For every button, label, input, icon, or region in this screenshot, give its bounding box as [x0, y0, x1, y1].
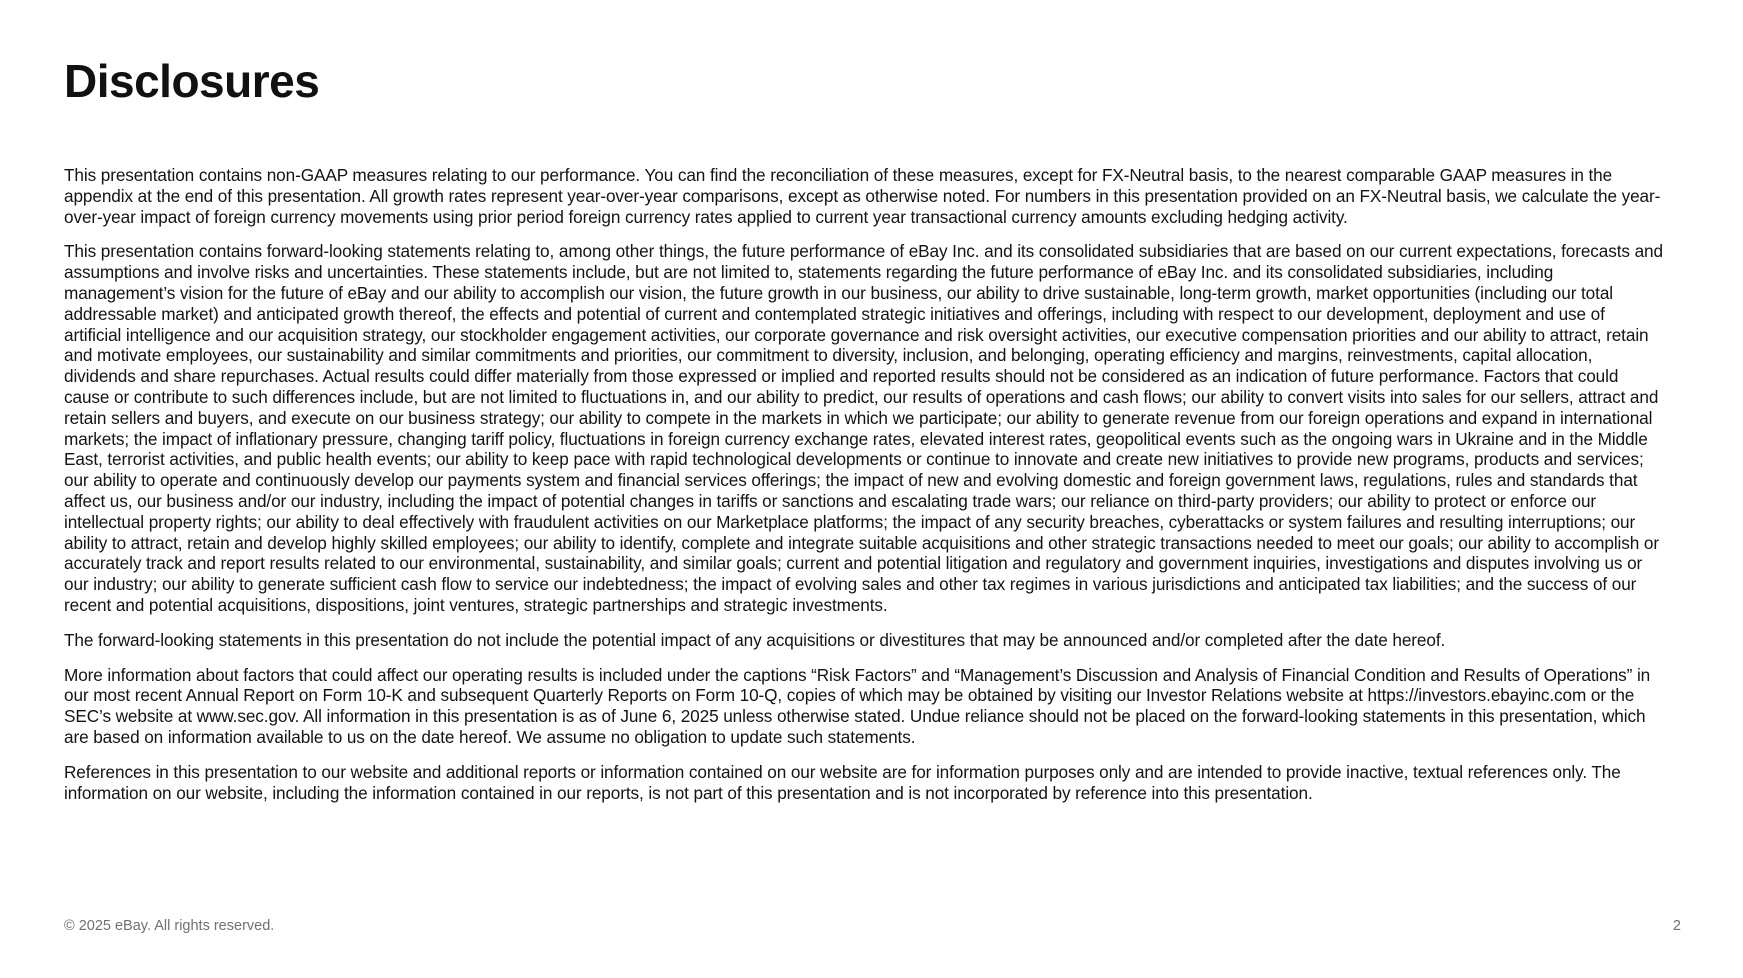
page-title: Disclosures — [64, 55, 320, 107]
copyright-notice: © 2025 eBay. All rights reserved. — [64, 918, 275, 934]
paragraph-forward-looking: This presentation contains forward-looking statements relating to, among other things, the future performance of eBay Inc. and its consolidated subsidiaries that are based on our current expectations, forecasts and assumptions and involve risks and uncertainties. These statements include, but are not limited to, statements regarding the future performance of eBay Inc. and its consolidated subsidiaries, including management’s vision for the future of eBay and our ability to accomplish our vision, the future growth in our business, our ability to drive sustainable, long-term growth, market opportunities (including our total addressable market) and anticipated growth thereof, the effects and potential of current and contemplated strategic initiatives and offerings, including with respect to our development, deployment and use of artificial intelligence and our acquisition strategy, our stockholder engagement activities, our corporate governance and risk oversight activities, our executive compensation priorities and our ability to attract, retain and motivate employees, our sustainability and similar commitments and priorities, our commitment to diversity, inclusion, and belonging, operating efficiency and margins, reinvestments, capital allocation, dividends and share repurchases. Actual results could differ materially from those expressed or implied and reported results should not be considered as an indication of future performance. Factors that could cause or contribute to such differences include, but are not limited to fluctuations in, and our ability to predict, our results of operations and cash flows; our ability to convert visits into sales for our sellers, attract and retain sellers and buyers, and execute on our business strategy; our ability to compete in the markets in which we participate; our ability to generate revenue from our foreign operations and expand in international markets; the impact of inflationary pressure, changing tariff policy, fluctuations in foreign currency exchange rates, elevated interest rates, geopolitical events such as the ongoing wars in Ukraine and in the Middle East, terrorist activities, and public health events; our ability to keep pace with rapid technological developments or continue to innovate and create new initiatives to provide new programs, products and services; our ability to operate and continuously develop our payments system and financial services offerings; the impact of new and evolving domestic and foreign government laws, regulations, rules and standards that affect us, our business and/or our industry, including the impact of potential changes in tariffs or sanctions and escalating trade wars; our reliance on third-party providers; our ability to protect or enforce our intellectual property rights; our ability to deal effectively with fraudulent activities on our Marketplace platforms; the impact of any security breaches, cyberattacks or system failures and resulting interruptions; our ability to attract, retain and develop highly skilled employees; our ability to identify, complete and integrate suitable acquisitions and other strategic transactions needed to meet our goals; our ability to accomplish or accurately track and report results related to our environmental, sustainability, and similar goals; current and potential litigation and regulatory and government inquiries, investigations and disputes involving us or our industry; our ability to generate sufficient cash flow to service our indebtedness; the impact of evolving sales and other tax regimes in various jurisdictions and anticipated tax liabilities; and the success of our recent and potential acquisitions, dispositions, joint ventures, strategic partnerships and strategic investments. — [64, 241, 1663, 615]
paragraph-more-information: More information about factors that could affect our operating results is included under the captions “Risk Factors” and “Management’s Discussion and Analysis of Financial Condition and Results of Operations” in our most recent Annual Report on Form 10-K and subsequent Quarterly Reports on Form 10-Q, copies of which may be obtained by visiting our Investor Relations website at https://investors.ebayinc.com or the SEC’s website at www.sec.gov. All information in this presentation is as of June 6, 2025 unless otherwise stated. Undue reliance should not be placed on the forward-looking statements in this presentation, which are based on information available to us on the date hereof. We assume no obligation to update such statements. — [64, 664, 1651, 747]
paragraph-website-references: References in this presentation to our website and additional reports or information contained on our website are for information purposes only and are intended to provide inactive, textual references only. The information on our website, including the information contained in our reports, is not part of this presentation and is not incorporated by reference into this presentation. — [64, 761, 1621, 803]
disclosure-body — [64, 165, 1664, 817]
paragraph-acquisitions: The forward-looking statements in this presentation do not include the potential impact of any acquisitions or divestitures that may be announced and/or completed after the date hereof. — [64, 629, 1446, 650]
page-number: 2 — [1672, 918, 1681, 934]
paragraph-non-gaap: This presentation contains non-GAAP measures relating to our performance. You can find the reconciliation of these measures, except for FX-Neutral basis, to the nearest comparable GAAP measures in the appendix at the end of this presentation. All growth rates represent year-over-year comparisons, except as otherwise noted. For numbers in this presentation provided on an FX-Neutral basis, we calculate the year-over-year impact of foreign currency movements using prior period foreign currency rates applied to current year transactional currency amounts excluding hedging activity. — [64, 165, 1661, 227]
